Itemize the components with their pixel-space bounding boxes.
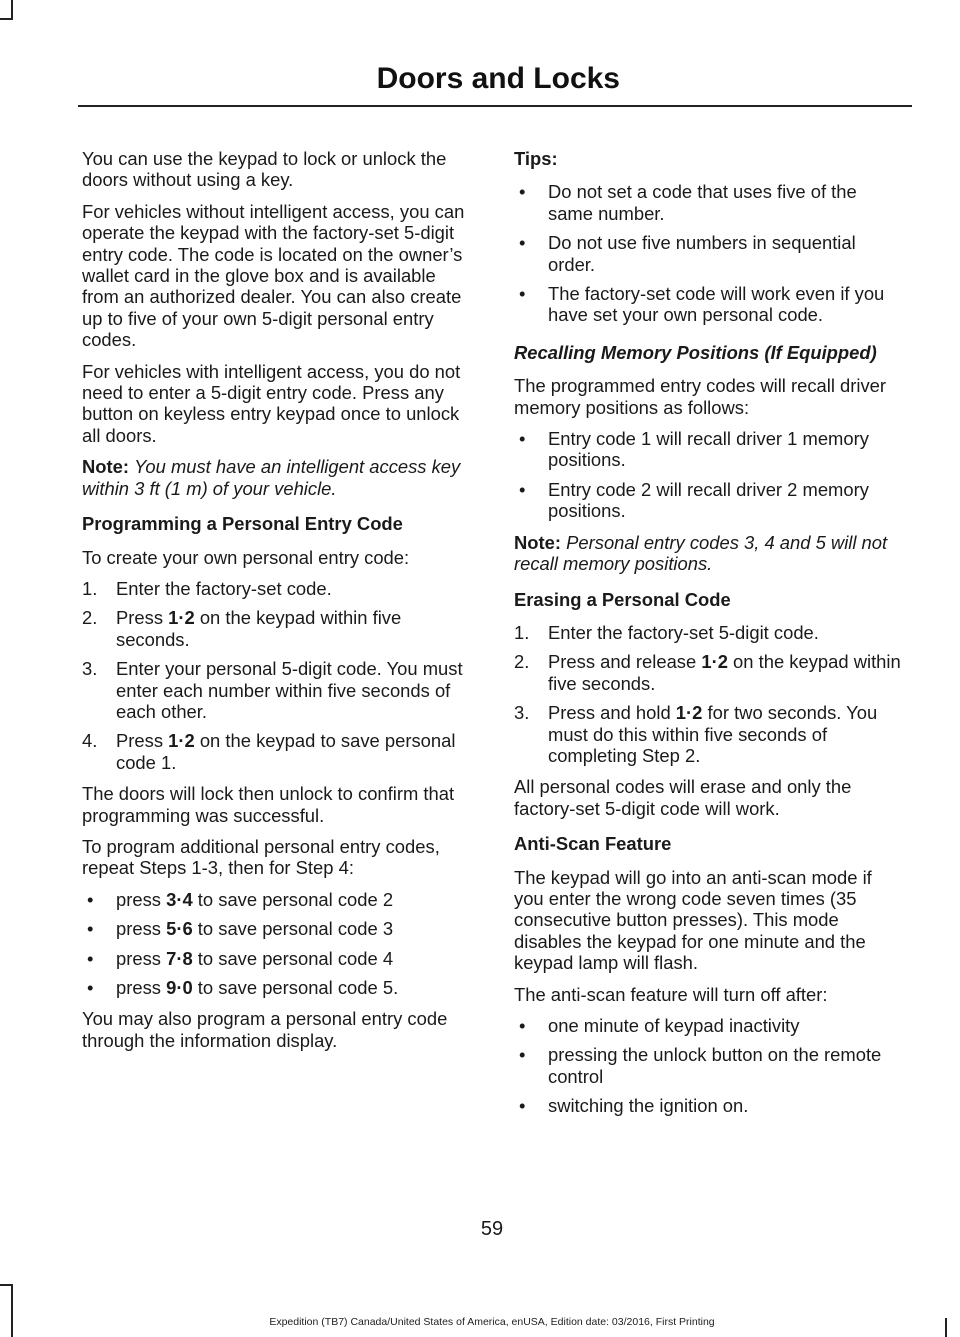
list-item <box>514 283 906 326</box>
bullet-text: to save personal code 2 <box>192 888 394 910</box>
step-number: 3. <box>82 658 98 680</box>
memory-text: Entry code 1 will recall driver 1 memory positions. <box>548 428 869 471</box>
turn-off-list <box>514 1015 906 1117</box>
tip-text: The factory-set code will work even if you have set your own personal code. <box>548 283 885 326</box>
step-number: 1. <box>514 621 530 643</box>
turn-off-intro: The anti-scan feature will turn off after: <box>514 983 828 1005</box>
keypad-key: 9·0 <box>166 977 193 998</box>
list-item <box>514 1044 906 1087</box>
step-text: Enter your personal 5-digit code. You must enter each number within five seconds of each other. <box>116 658 463 722</box>
note-intelligent-key <box>82 456 474 499</box>
tips-heading: Tips: <box>514 148 558 169</box>
note-memory <box>514 532 906 575</box>
keypad-key: 3·4 <box>166 888 193 910</box>
step-number: 2. <box>82 607 98 629</box>
list-item <box>82 889 474 910</box>
keypad-key: 1·2 <box>701 651 728 673</box>
page-number: 59 <box>480 1218 504 1240</box>
keypad-key: 7·8 <box>166 947 193 969</box>
step-text: for two seconds. You must do this within five seconds of completing Step 2. <box>548 702 878 766</box>
bullet-icon: • <box>519 1044 526 1066</box>
step-text: on the keypad within five seconds. <box>548 651 901 694</box>
memory-intro: The programmed entry codes will recall driver memory positions as follows: <box>514 375 887 418</box>
bullet-icon: • <box>519 283 526 305</box>
additional-codes-paragraph: To program additional personal entry codes, repeat Steps 1-3, then for Step 4: <box>82 835 440 879</box>
note-text: You must have an intelligent access key within 3 ft (1 m) of your vehicle. <box>82 456 461 499</box>
with-intelligent-access-paragraph: For vehicles with intelligent access, you do not need to enter a 5-digit entry code. Press any button on keyless entry keypad once to unlock all doors. <box>82 360 461 446</box>
tip-text: Do not set a code that uses five of the same number. <box>548 181 857 224</box>
bullet-text: to save personal code 5. <box>192 977 399 998</box>
bullet-text: press <box>116 888 167 910</box>
intro-paragraph: You can use the keypad to lock or unlock the doors without using a key. <box>82 148 447 191</box>
step-text: on the keypad within five seconds. <box>116 607 402 650</box>
step-text: Press and hold <box>548 702 676 724</box>
list-item <box>82 977 474 998</box>
list-item <box>514 702 906 766</box>
bullet-icon: • <box>87 918 94 940</box>
step-text: Enter the factory-set 5-digit code. <box>548 621 819 643</box>
erase-all-paragraph: All personal codes will erase and only the factory-set 5-digit code will work. <box>514 776 852 819</box>
right-column <box>514 148 906 1127</box>
left-column <box>82 148 474 1061</box>
bullet-icon: • <box>519 181 526 203</box>
bullet-text: to save personal code 4 <box>192 947 394 969</box>
bullet-text: press <box>116 977 167 998</box>
bullet-icon: • <box>87 977 94 998</box>
step-number: 4. <box>82 730 98 752</box>
bullet-icon: • <box>519 1095 526 1117</box>
list-item <box>514 1015 906 1036</box>
bullet-icon: • <box>519 1015 526 1036</box>
additional-code-bullets <box>82 889 474 999</box>
bullet-icon: • <box>519 478 526 500</box>
list-item <box>514 181 906 224</box>
header-divider <box>78 105 912 107</box>
step-text: Press and release <box>548 651 702 673</box>
list-item <box>82 948 474 969</box>
note-label: Note: <box>82 456 129 478</box>
list-item <box>82 918 474 939</box>
heading-memory-positions: Recalling Memory Positions (If Equipped) <box>514 341 877 363</box>
heading-anti-scan: Anti-Scan Feature <box>514 833 672 855</box>
bullet-icon: • <box>519 428 526 450</box>
crop-mark-top-left <box>11 0 13 20</box>
list-item <box>514 622 906 643</box>
crop-mark-bottom-left <box>11 1284 13 1337</box>
keypad-key: 1·2 <box>675 702 703 724</box>
step-number: 2. <box>514 651 530 673</box>
create-code-intro: To create your own personal entry code: <box>82 546 410 568</box>
keypad-key: 1·2 <box>168 607 195 629</box>
tips-list <box>514 181 906 325</box>
bullet-icon: • <box>87 947 94 969</box>
edition-footer: Expedition (TB7) Canada/United States of America, enUSA, Edition date: 03/2016, First Printing <box>269 1316 715 1328</box>
heading-erasing-code: Erasing a Personal Code <box>514 588 731 610</box>
programming-steps <box>82 578 474 773</box>
turnoff-text: switching the ignition on. <box>548 1095 749 1117</box>
list-item <box>82 607 474 650</box>
step-text: Enter the factory-set code. <box>116 577 332 599</box>
page-title: Doors and Locks <box>376 62 620 95</box>
list-item <box>514 428 906 471</box>
bullet-icon: • <box>87 888 94 910</box>
note-text: Personal entry codes 3, 4 and 5 will not recall memory positions. <box>514 531 888 575</box>
tip-text: Do not use five numbers in sequential order. <box>548 232 856 275</box>
step-text: Press <box>116 730 169 752</box>
list-item <box>514 1095 906 1116</box>
information-display-paragraph: You may also program a personal entry code through the information display. <box>82 1008 448 1051</box>
list-item <box>514 651 906 694</box>
step-number: 1. <box>82 577 98 599</box>
note-label: Note: <box>514 531 561 553</box>
keypad-key: 1·2 <box>168 730 195 752</box>
crop-mark-top-left-h <box>0 18 13 20</box>
bullet-icon: • <box>519 232 526 254</box>
confirm-paragraph: The doors will lock then unlock to confirm that programming was successful. <box>82 783 455 826</box>
keypad-key: 5·6 <box>166 918 193 940</box>
without-intelligent-access-paragraph: For vehicles without intelligent access, you can operate the keypad with the factory-set 5-digit entry code. The code is located on the owner’s wallet card in the glove box and is available from an authorized dealer. You can also create up to five of your own 5-digit personal entry codes. <box>82 200 465 351</box>
step-text: on the keypad to save personal code 1. <box>116 730 456 773</box>
turnoff-text: one minute of keypad inactivity <box>548 1015 800 1036</box>
memory-text: Entry code 2 will recall driver 2 memory positions. <box>548 478 869 522</box>
erase-steps <box>514 622 906 766</box>
bullet-text: press <box>116 947 167 969</box>
crop-mark-bottom-left-h <box>0 1284 13 1286</box>
turnoff-text: pressing the unlock button on the remote control <box>548 1044 882 1087</box>
heading-programming-code: Programming a Personal Entry Code <box>82 513 403 535</box>
anti-scan-paragraph: The keypad will go into an anti-scan mode if you enter the wrong code seven times (35 consecutive button presses). This mode disables the keypad for one minute and the keypad lamp will flash. <box>514 866 872 974</box>
memory-list <box>514 428 906 522</box>
step-number: 3. <box>514 702 530 724</box>
bullet-text: to save personal code 3 <box>192 918 394 940</box>
list-item <box>514 479 906 522</box>
list-item <box>82 730 474 773</box>
step-text: Press <box>116 607 169 629</box>
bullet-text: press <box>116 918 167 940</box>
list-item <box>514 232 906 275</box>
list-item <box>82 578 474 599</box>
list-item <box>82 658 474 722</box>
